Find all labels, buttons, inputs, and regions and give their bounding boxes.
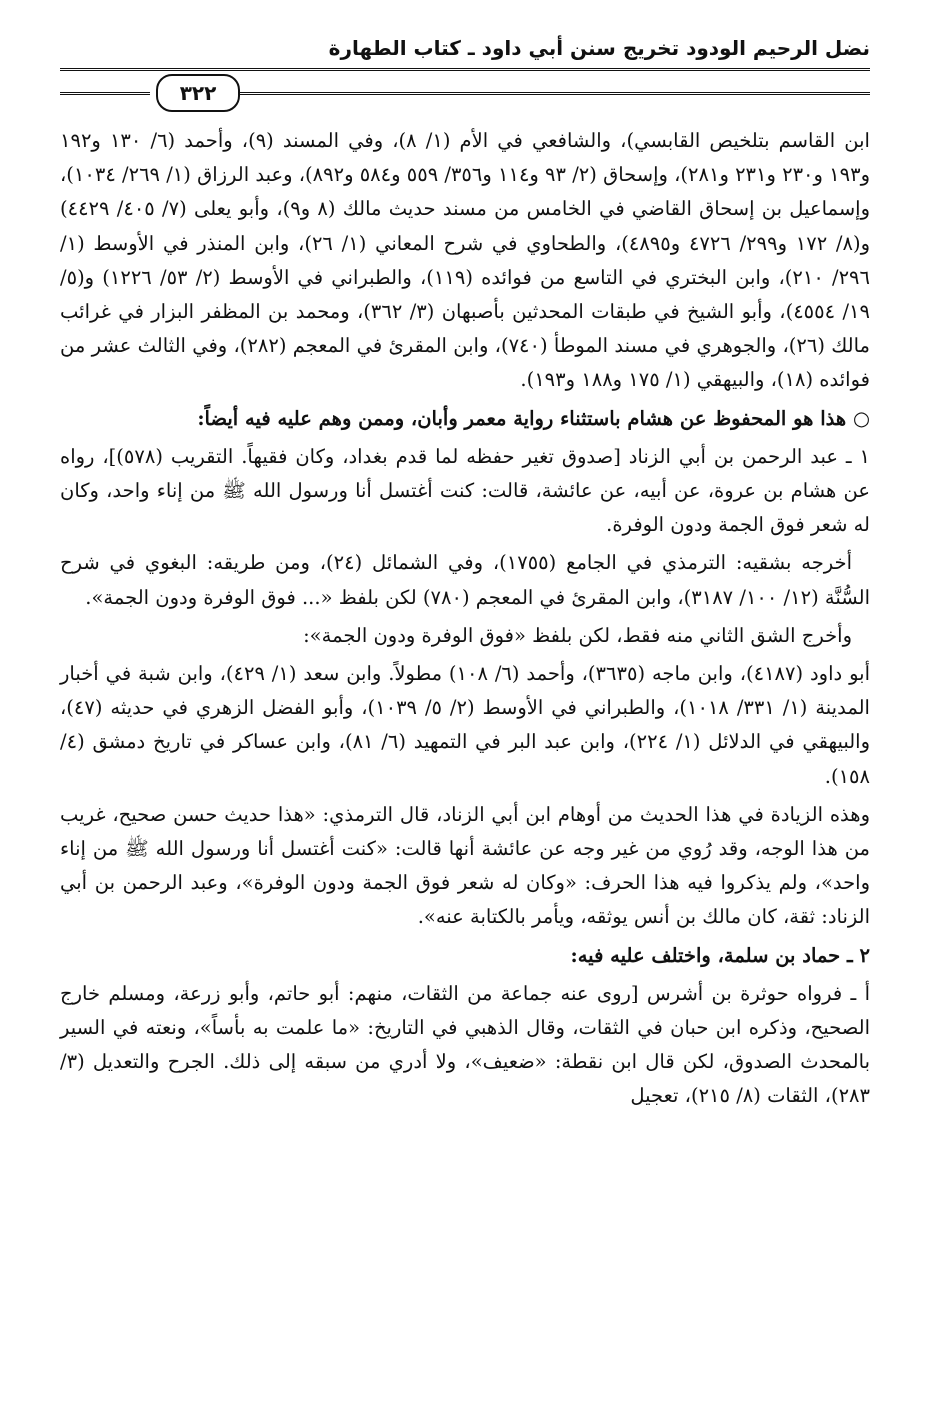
paragraph-citations: ابن القاسم بتلخيص القابسي)، والشافعي في الأم (١/ ٨)، وفي المسند (٩)، وأحمد (٦/ ١٣٠ و١٩٢ و١٩٣ و٢٣٠ و٢٣١ و٢٨١)، وإسحاق (٢/ ٩٣ و١١٤ و٣٥٦/ ٥٥٩ و٥٨٤ و٨٩٢)، وعبد الرزاق (١/ ٢٦٩/ ١٠٣٤)، وإسماعيل بن إسحاق القاضي في الخامس من مسند حديث مالك (٨ و٩)، وأبو يعلى (٧/ ٤٠٥/ ٤٤٢٩) و(٨/ ١٧٢ و٢٩٩/ ٤٧٢٦ و٤٨٩٥)، والطحاوي في شرح المعاني (١/ ٢٦)، وابن المنذر في الأوسط (١/ ٢٩٦/ ٢١٠)، وابن البختري في التاسع من فوائده (١١٩)، والطبراني في الأوسط (٢/ ٥٣/ ١٢٢٦) و(٥/ ١٩/ ٤٥٥٤)، وأبو الشيخ في طبقات المحدثين بأصبهان (٣/ ٣٦٢)، ومحمد بن المظفر البزار في غرائب مالك (٢٦)، والجوهري في مسند الموطأ (٧٤٠)، وابن المقرئ في المعجم (٢٨٢)، وفي الثالث عشر من فوائده (١٨)، والبيهقي (١/ ١٧٥ و١٨٨ و١٩٣). [60,129,871,392]
page-number-area [60,70,870,116]
page-number-rule-right [240,92,870,95]
book-page [60,30,870,1380]
paragraph-hawthara: أ ـ فرواه حوثرة بن أشرس [روى عنه جماعة من الثقات، منهم: أبو حاتم، وأبو زرعة، ومسلم خارج الصحيح، وذكره ابن حبان في الثقات، وقال الذهبي في التاريخ: «ما علمت به بأساً»، ونعته في السير بالمحدث الصدوق، لكن قال ابن نقطة: «ضعيف»، ولا أدري من سبقه إلى ذلك. الجرح والتعديل (٣/ ٢٨٣)، الثقات (٨/ ٢١٥)، تعجيل [60,981,870,1108]
running-title: نضل الرحيم الودود تخريج سنن أبي داود ـ كتاب الطهارة [328,36,870,60]
page-body [60,124,870,1118]
page-header [60,30,870,66]
paragraph-abu-dawud-list: أبو داود (٤١٨٧)، وابن ماجه (٣٦٣٥)، وأحمد (٦/ ١٠٨) مطولاً. وابن سعد (١/ ٤٢٩)، وابن شبة في أخبار المدينة (١/ ٣٣١/ ١٠١٨)، والطبراني في الأوسط (٢/ ٥/ ١٠٣٩)، وأبو الفضل الزهري في حديثه (٤٧)، والبيهقي في الدلائل (١/ ٢٢٤)، وابن عبد البر في التمهيد (٦/ ٨١)، وابن عساكر في تاريخ دمشق (٤/ ١٥٨). [60,662,870,788]
page-number: ٣٢٢ [156,74,240,112]
paragraph-tirmidhi-comment: وهذه الزيادة في هذا الحديث من أوهام ابن أبي الزناد، قال الترمذي: «هذا حديث حسن صحيح، غريب من هذا الوجه، وقد رُوي من غير وجه عن عائشة أنها قالت: «كنت أغتسل أنا ورسول الله ﷺ من إناء واحد»، ولم يذكروا فيه هذا الحرف: «وكان له شعر فوق الجمة ودون الوفرة»، وعبد الرحمن بن أبي الزناد: ثقة، كان مالك بن أنس يوثقه، ويأمر بالكتابة عنه». [60,802,870,929]
paragraph-takhrij-both: أخرجه بشقيه: الترمذي في الجامع (١٧٥٥)، وفي الشمائل (٢٤)، ومن طريقه: البغوي في شرح السُّنَّة (١٢/ ١٠٠/ ٣١٨٧)، وابن المقرئ في المعجم (٧٨٠) لكن بلفظ «... فوق الوفرة ودون الجمة». [60,551,870,609]
page-number-rule-left [60,92,150,95]
paragraph-mahfouz-note: ○ هذا هو المحفوظ عن هشام باستثناء رواية معمر وأبان، وممن وهم عليه فيه أيضاً: [197,406,870,430]
paragraph-hammad-heading: ٢ ـ حماد بن سلمة، واختلف عليه فيه: [570,943,870,967]
paragraph-second-part: وأخرج الشق الثاني منه فقط، لكن بلفظ «فوق الوفرة ودون الجمة»: [303,623,852,647]
paragraph-ibn-abi-zinad: ١ ـ عبد الرحمن بن أبي الزناد [صدوق تغير حفظه لما قدم بغداد، وكان فقيهاً. التقريب (٥٧٨)]، رواه عن هشام بن عروة، عن أبيه، عن عائشة، قالت: كنت أغتسل أنا ورسول الله ﷺ من إناء واحد، وكان له شعر فوق الجمة ودون الوفرة. [60,444,870,537]
